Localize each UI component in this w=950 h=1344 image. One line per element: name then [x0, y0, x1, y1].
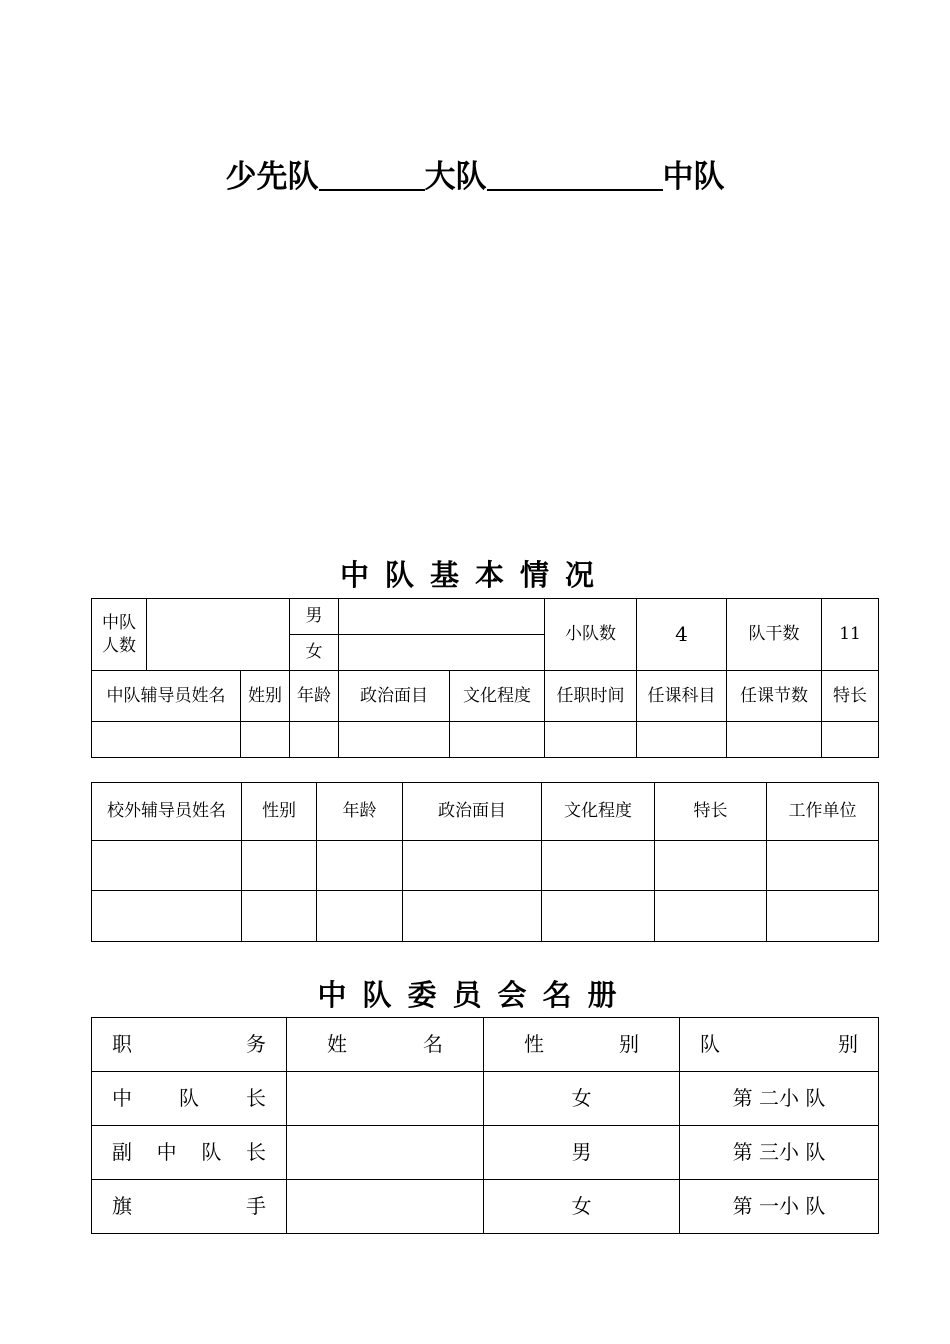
empty-cell	[450, 722, 545, 758]
blank-line-zhongdui	[487, 155, 663, 191]
position-cell: 中 队 长	[92, 1072, 287, 1126]
empty-cell	[637, 722, 727, 758]
header-cell: 政治面目	[339, 671, 450, 722]
position-cell: 旗 手	[92, 1180, 287, 1234]
title-part-3: 中队	[662, 159, 725, 195]
table-row	[92, 841, 879, 891]
female-count-cell	[339, 635, 545, 671]
empty-cell	[241, 722, 290, 758]
empty-cell	[655, 841, 767, 891]
empty-cell	[242, 891, 317, 942]
header-cell-team: 队 别	[680, 1018, 879, 1072]
header-cell: 文化程度	[450, 671, 545, 722]
gender-cell: 男	[484, 1126, 680, 1180]
header-cell: 任课科目	[637, 671, 727, 722]
duigan-count-label: 队干数	[727, 599, 822, 671]
gender-cell: 女	[484, 1072, 680, 1126]
position-cell: 副 中 队 长	[92, 1126, 287, 1180]
header-cell: 中队辅导员姓名	[92, 671, 241, 722]
header-cell: 姓别	[241, 671, 290, 722]
committee-section-title: 中队委员会名册	[317, 978, 633, 1012]
table-row	[92, 1072, 879, 1126]
team-cell: 第 二小 队	[680, 1072, 879, 1126]
empty-cell	[542, 891, 655, 942]
document-title	[0, 155, 950, 199]
empty-cell	[290, 722, 339, 758]
header-cell: 任职时间	[545, 671, 637, 722]
blank-line-dadui	[319, 155, 425, 191]
header-cell-name: 姓 名	[287, 1018, 484, 1072]
basic-section-title: 中队基本情况	[339, 558, 610, 592]
header-cell: 政治面目	[403, 783, 542, 841]
empty-cell	[92, 841, 242, 891]
empty-cell	[242, 841, 317, 891]
xiaodui-count-label: 小队数	[545, 599, 637, 671]
empty-cell	[655, 891, 767, 942]
header-cell: 工作单位	[767, 783, 879, 841]
zhongdui-renshu-value	[147, 599, 290, 671]
empty-cell	[403, 891, 542, 942]
committee-table	[91, 1017, 879, 1234]
name-cell	[287, 1126, 484, 1180]
zhongdui-renshu-label: 中队人数	[92, 599, 147, 671]
male-label: 男	[290, 599, 339, 635]
header-cell: 特长	[822, 671, 879, 722]
header-cell-gender: 性 别	[484, 1018, 680, 1072]
empty-cell	[767, 841, 879, 891]
header-cell: 年龄	[317, 783, 403, 841]
empty-cell	[767, 891, 879, 942]
empty-cell	[727, 722, 822, 758]
team-cell: 第 三小 队	[680, 1126, 879, 1180]
female-label: 女	[290, 635, 339, 671]
table-row	[92, 1126, 879, 1180]
header-cell-position: 职 务	[92, 1018, 287, 1072]
male-count-cell	[339, 599, 545, 635]
team-cell: 第 一小 队	[680, 1180, 879, 1234]
gender-cell: 女	[484, 1180, 680, 1234]
empty-cell	[542, 841, 655, 891]
empty-cell	[92, 722, 241, 758]
header-cell: 校外辅导员姓名	[92, 783, 242, 841]
table-row	[92, 891, 879, 942]
title-part-1: 少先队	[225, 159, 319, 195]
header-cell: 年龄	[290, 671, 339, 722]
name-cell	[287, 1180, 484, 1234]
header-cell: 任课节数	[727, 671, 822, 722]
external-counselor-table	[91, 782, 879, 942]
empty-cell	[822, 722, 879, 758]
table-row	[92, 722, 879, 758]
duigan-count-value: 11	[822, 599, 879, 671]
table-row	[92, 1180, 879, 1234]
empty-cell	[317, 891, 403, 942]
empty-cell	[92, 891, 242, 942]
empty-cell	[403, 841, 542, 891]
empty-cell	[339, 722, 450, 758]
title-part-2: 大队	[424, 159, 487, 195]
name-cell	[287, 1072, 484, 1126]
header-cell: 特长	[655, 783, 767, 841]
empty-cell	[545, 722, 637, 758]
basic-info-table	[91, 598, 879, 758]
xiaodui-count-value: 4	[637, 599, 727, 671]
empty-cell	[317, 841, 403, 891]
header-cell: 文化程度	[542, 783, 655, 841]
header-cell: 性别	[242, 783, 317, 841]
